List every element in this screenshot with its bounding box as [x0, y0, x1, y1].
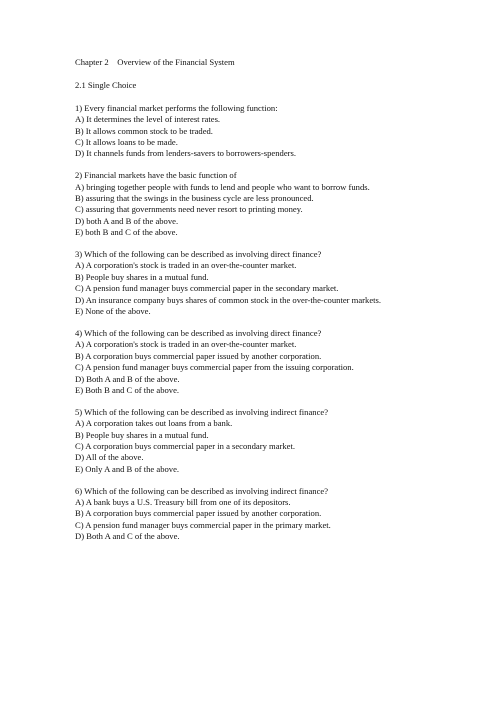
- answer-option-b: B) A corporation buys commercial paper issued by another corporation.: [75, 508, 322, 519]
- question-3: [75, 249, 490, 317]
- question-stem: 1) Every financial market performs the following function:: [75, 102, 278, 113]
- question-stem: 3) Which of the following can be described as involving direct finance?: [75, 249, 322, 260]
- section-title: 2.1 Single Choice: [75, 80, 137, 91]
- answer-option-b: B) People buy shares in a mutual fund.: [75, 271, 209, 282]
- answer-option-c: C) A pension fund manager buys commercial paper in the primary market.: [75, 519, 331, 530]
- answer-option-a: A) A bank buys a U.S. Treasury bill from one of its depositors.: [75, 496, 291, 507]
- answer-option-a: A) A corporation takes out loans from a bank.: [75, 418, 233, 429]
- answer-option-c: C) A pension fund manager buys commercial paper in the secondary market.: [75, 283, 339, 294]
- answer-option-b: B) A corporation buys commercial paper issued by another corporation.: [75, 350, 322, 361]
- answer-option-d: D) Both A and B of the above.: [75, 373, 180, 384]
- question-6: [75, 486, 490, 543]
- answer-option-d: D) both A and B of the above.: [75, 215, 179, 226]
- answer-option-e: E) Both B and C of the above.: [75, 384, 180, 395]
- answer-option-e: E) Only A and B of the above.: [75, 463, 180, 474]
- chapter-title: Chapter 2 Overview of the Financial System: [75, 57, 235, 67]
- answer-option-a: A) bringing together people with funds to lend and people who want to borrow funds.: [75, 181, 370, 192]
- question-2: [75, 170, 490, 238]
- answer-option-c: C) assuring that governments need never resort to printing money.: [75, 204, 303, 215]
- answer-option-a: A) A corporation's stock is traded in an over-the-counter market.: [75, 260, 297, 271]
- question-5: [75, 407, 490, 475]
- answer-option-d: D) Both A and C of the above.: [75, 531, 180, 542]
- answer-option-a: A) A corporation's stock is traded in an over-the-counter market.: [75, 339, 297, 350]
- question-stem: 6) Which of the following can be described as involving indirect finance?: [75, 485, 329, 496]
- question-4: [75, 328, 490, 396]
- answer-option-e: E) None of the above.: [75, 306, 151, 317]
- answer-option-d: D) All of the above.: [75, 452, 144, 463]
- answer-option-b: B) People buy shares in a mutual fund.: [75, 429, 209, 440]
- answer-option-d: D) An insurance company buys shares of common stock in the over-the-counter markets.: [75, 294, 382, 305]
- answer-option-c: C) A corporation buys commercial paper in a secondary market.: [75, 440, 296, 451]
- document-page: [75, 57, 490, 553]
- answer-option-c: C) A pension fund manager buys commercial paper from the issuing corporation.: [75, 362, 354, 373]
- question-1: [75, 103, 490, 160]
- question-stem: 2) Financial markets have the basic function of: [75, 170, 237, 181]
- answer-option-e: E) both B and C of the above.: [75, 227, 178, 238]
- answer-option-a: A) It determines the level of interest rates.: [75, 114, 221, 125]
- question-stem: 5) Which of the following can be described as involving indirect finance?: [75, 406, 329, 417]
- answer-option-b: B) It allows common stock to be traded.: [75, 125, 213, 136]
- answer-option-d: D) It channels funds from lenders-savers to borrowers-spenders.: [75, 148, 296, 159]
- answer-option-c: C) It allows loans to be made.: [75, 137, 178, 148]
- question-stem: 4) Which of the following can be described as involving direct finance?: [75, 327, 322, 338]
- answer-option-b: B) assuring that the swings in the business cycle are less pronounced.: [75, 193, 314, 204]
